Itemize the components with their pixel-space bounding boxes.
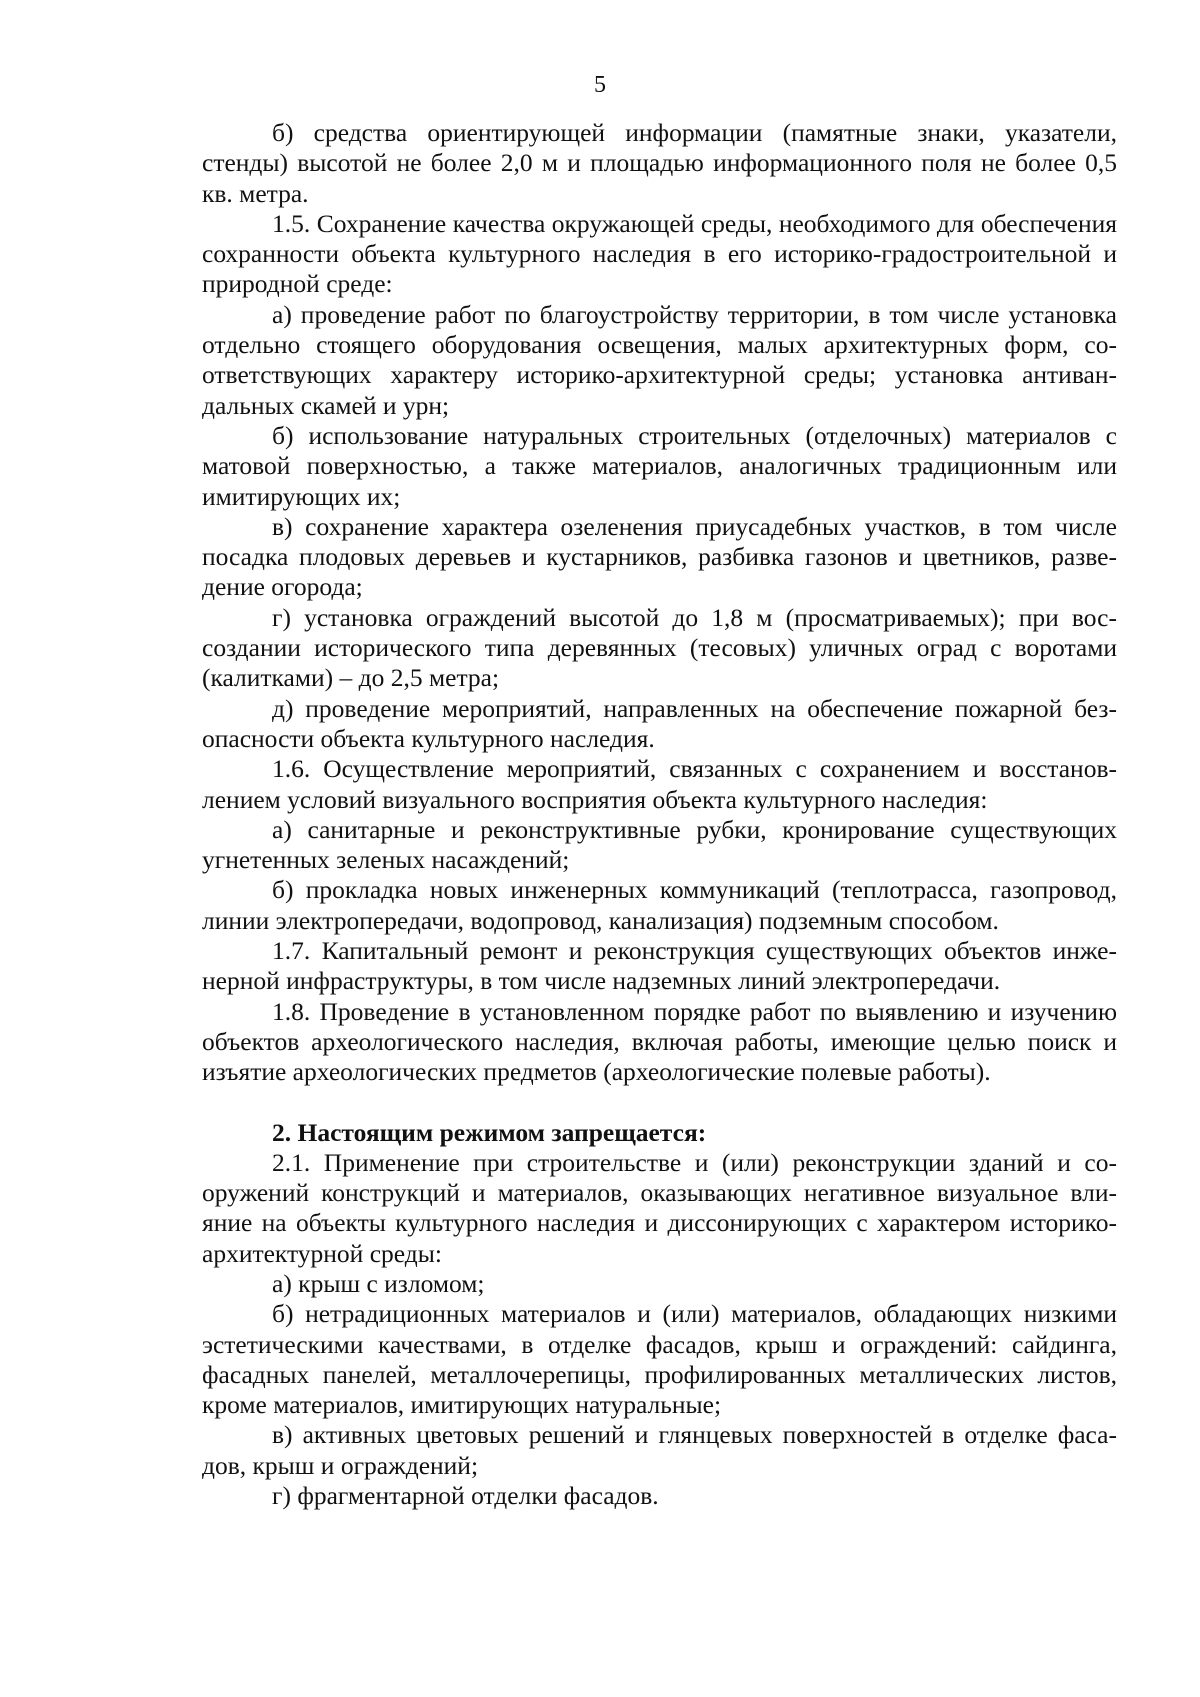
- paragraph-1-5-g: г) установка ограждений высотой до 1,8 м (просматриваемых); при воссоздании исторического типа деревянных (тесовых) уличных оград с воротами (калитками) – до 2,5 метра;: [202, 602, 1117, 693]
- paragraph-1-5-d: д) проведение мероприятий, направленных на обеспечение пожарной безопасности объекта культурного наследия.: [202, 693, 1117, 753]
- paragraph-1-5-v: в) сохранение характера озеленения приусадебных участков, в том числе посадка плодовых деревьев и кустарников, разбивка газонов и цветников, разведение огорода;: [202, 511, 1117, 602]
- paragraph-2-1-b: б) нетрадиционных материалов и (или) материалов, обладающих низкими эстетическими качествами, в отделке фасадов, крыш и ограждений: сайдинга, фасадных панелей, металлочерепицы, профилированных металлических листов, кроме материалов, имитирующих натуральные;: [202, 1299, 1117, 1420]
- paragraph-1-8: 1.8. Проведение в установленном порядке работ по выявлению и изучению объектов археологического наследия, включая работы, имеющие целью поиск и изъятие археологических предметов (археологические полевые работы).: [202, 996, 1117, 1087]
- paragraph-2-1-v: в) активных цветовых решений и глянцевых поверхностей в отделке фасадов, крыш и ограждений;: [202, 1420, 1117, 1480]
- paragraph-1-5-b: б) использование натуральных строительных (отделочных) материалов с матовой поверхностью, а также материалов, аналогичных традиционным или имитирующих их;: [202, 420, 1117, 511]
- paragraph-2-1-a: а) крыш с изломом;: [272, 1268, 485, 1298]
- paragraph-1-7: 1.7. Капитальный ремонт и реконструкция существующих объектов инженерной инфраструктуры, в том числе надземных линий электропередачи.: [202, 936, 1117, 996]
- paragraph-2-1-g: г) фрагментарной отделки фасадов.: [272, 1481, 659, 1511]
- paragraph-1-4-b: б) средства ориентирующей информации (памятные знаки, указатели, стенды) высотой не более 2,0 м и площадью информационного поля не более 0,5 кв. метра.: [202, 118, 1117, 208]
- document-body: [202, 118, 1117, 1511]
- paragraph-1-6-b: б) прокладка новых инженерных коммуникаций (теплотрасса, газопровод, линии электропередачи, водопровод, канализация) подземным способом.: [202, 875, 1117, 935]
- paragraph-2-1: 2.1. Применение при строительстве и (или) реконструкции зданий и сооружений конструкций и материалов, оказывающих негативное визуальное влияние на объекты культурного наследия и диссонирующих с характером историко-архитектурной среды:: [202, 1147, 1117, 1268]
- paragraph-1-6-a: а) санитарные и реконструктивные рубки, кронирование существующих угнетенных зеленых насаждений;: [202, 814, 1117, 875]
- page-number: 5: [594, 72, 606, 98]
- paragraph-1-6: 1.6. Осуществление мероприятий, связанных с сохранением и восстановлением условий визуального восприятия объекта культурного наследия:: [202, 754, 1117, 814]
- paragraph-1-5: 1.5. Сохранение качества окружающей среды, необходимого для обеспечения сохранности объекта культурного наследия в его историко-градостроительной и природной среде:: [202, 208, 1117, 299]
- section-heading: 2. Настоящим режимом запрещается:: [272, 1117, 707, 1147]
- paragraph-1-5-a: а) проведение работ по благоустройству территории, в том числе установка отдельно стоящего оборудования освещения, малых архитектурных форм, соответствующих характеру историко-архитектурной среды; установка антивандальных скамей и урн;: [202, 299, 1117, 420]
